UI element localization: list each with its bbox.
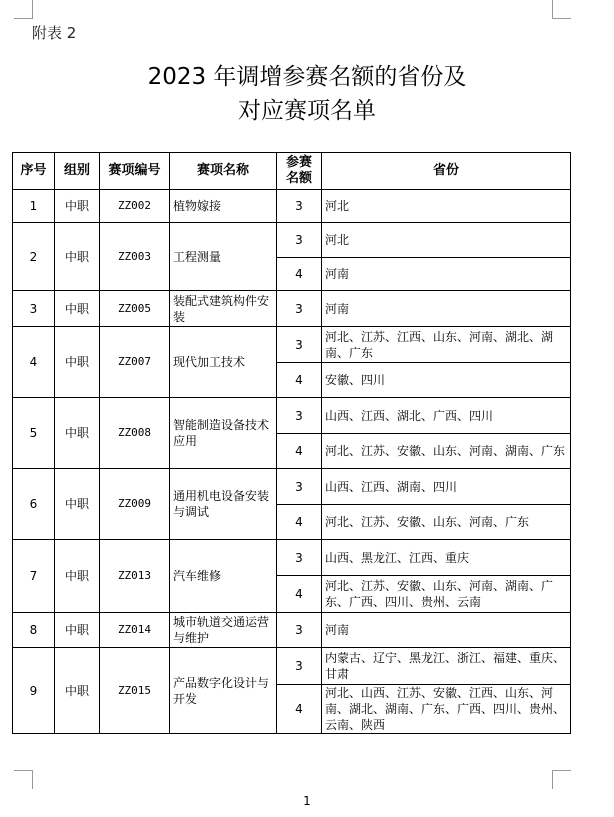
cell-group: 中职	[55, 190, 100, 223]
cell-provinces: 河南	[322, 613, 571, 648]
cell-provinces: 山西、江西、湖南、四川	[322, 469, 571, 505]
cell-quota: 4	[277, 434, 322, 469]
cell-quota: 3	[277, 540, 322, 576]
cell-code: ZZ009	[100, 469, 170, 540]
cell-name: 智能制造设备技术应用	[170, 398, 277, 469]
cell-quota: 4	[277, 685, 322, 734]
cell-provinces: 河北、山西、江苏、安徽、江西、山东、河南、湖北、湖南、广东、广西、四川、贵州、云南、陕西	[322, 685, 571, 734]
cell-provinces: 河北、江苏、安徽、山东、河南、湖南、广东、广西、四川、贵州、云南	[322, 576, 571, 613]
crop-mark-bottom-left	[14, 770, 33, 789]
table-row	[13, 223, 571, 258]
cell-group: 中职	[55, 540, 100, 613]
cell-no: 5	[13, 398, 55, 469]
cell-name: 通用机电设备安装与调试	[170, 469, 277, 540]
cell-provinces: 河北	[322, 190, 571, 223]
cell-code: ZZ013	[100, 540, 170, 613]
cell-name: 现代加工技术	[170, 327, 277, 398]
cell-group: 中职	[55, 469, 100, 540]
cell-code: ZZ003	[100, 223, 170, 291]
cell-provinces: 河北、江苏、安徽、山东、河南、广东	[322, 505, 571, 540]
cell-code: ZZ002	[100, 190, 170, 223]
crop-mark-top-right	[552, 0, 571, 19]
cell-name: 装配式建筑构件安装	[170, 291, 277, 327]
cell-provinces: 河南	[322, 291, 571, 327]
cell-provinces: 山西、江西、湖北、广西、四川	[322, 398, 571, 434]
crop-mark-bottom-right	[552, 770, 571, 789]
cell-quota: 4	[277, 258, 322, 291]
cell-quota: 3	[277, 327, 322, 363]
cell-provinces: 安徽、四川	[322, 363, 571, 398]
cell-no: 6	[13, 469, 55, 540]
header-provinces: 省份	[322, 153, 571, 190]
cell-quota: 4	[277, 576, 322, 613]
cell-group: 中职	[55, 398, 100, 469]
header-quota: 参赛名额	[277, 153, 322, 190]
document-title-line-2: 对应赛项名单	[238, 98, 376, 124]
cell-code: ZZ007	[100, 327, 170, 398]
cell-provinces: 河北	[322, 223, 571, 258]
cell-name: 汽车维修	[170, 540, 277, 613]
header-no: 序号	[13, 153, 55, 190]
cell-group: 中职	[55, 327, 100, 398]
cell-code: ZZ014	[100, 613, 170, 648]
cell-no: 8	[13, 613, 55, 648]
cell-name: 城市轨道交通运营与维护	[170, 613, 277, 648]
table-header-row	[13, 153, 571, 190]
cell-name: 植物嫁接	[170, 190, 277, 223]
cell-group: 中职	[55, 613, 100, 648]
page-number: 1	[303, 794, 311, 808]
cell-quota: 3	[277, 223, 322, 258]
province-quota-table	[12, 152, 571, 734]
table-row	[13, 398, 571, 434]
cell-provinces: 河北、江苏、安徽、山东、河南、湖南、广东	[322, 434, 571, 469]
header-group: 组别	[55, 153, 100, 190]
cell-no: 7	[13, 540, 55, 613]
cell-group: 中职	[55, 648, 100, 734]
cell-no: 3	[13, 291, 55, 327]
cell-group: 中职	[55, 291, 100, 327]
header-name: 赛项名称	[170, 153, 277, 190]
cell-provinces: 河南	[322, 258, 571, 291]
header-code: 赛项编号	[100, 153, 170, 190]
cell-provinces: 内蒙古、辽宁、黑龙江、浙江、福建、重庆、甘肃	[322, 648, 571, 685]
table-row	[13, 613, 571, 648]
cell-quota: 3	[277, 398, 322, 434]
cell-no: 4	[13, 327, 55, 398]
cell-name: 产品数字化设计与开发	[170, 648, 277, 734]
table-row	[13, 291, 571, 327]
cell-group: 中职	[55, 223, 100, 291]
cell-code: ZZ005	[100, 291, 170, 327]
attachment-label: 附表 2	[32, 24, 77, 42]
cell-quota: 3	[277, 291, 322, 327]
cell-provinces: 山西、黑龙江、江西、重庆	[322, 540, 571, 576]
table-row	[13, 190, 571, 223]
cell-quota: 3	[277, 469, 322, 505]
cell-no: 9	[13, 648, 55, 734]
table-row	[13, 469, 571, 505]
cell-no: 1	[13, 190, 55, 223]
table-row	[13, 540, 571, 576]
cell-name: 工程测量	[170, 223, 277, 291]
cell-code: ZZ015	[100, 648, 170, 734]
cell-quota: 4	[277, 363, 322, 398]
table-row	[13, 648, 571, 685]
cell-quota: 3	[277, 613, 322, 648]
table-row	[13, 327, 571, 363]
crop-mark-top-left	[14, 0, 33, 19]
cell-quota: 3	[277, 190, 322, 223]
cell-quota: 4	[277, 505, 322, 540]
document-title-line-1: 2023 年调增参赛名额的省份及	[147, 64, 467, 90]
cell-code: ZZ008	[100, 398, 170, 469]
cell-provinces: 河北、江苏、江西、山东、河南、湖北、湖南、广东	[322, 327, 571, 363]
cell-quota: 3	[277, 648, 322, 685]
cell-no: 2	[13, 223, 55, 291]
